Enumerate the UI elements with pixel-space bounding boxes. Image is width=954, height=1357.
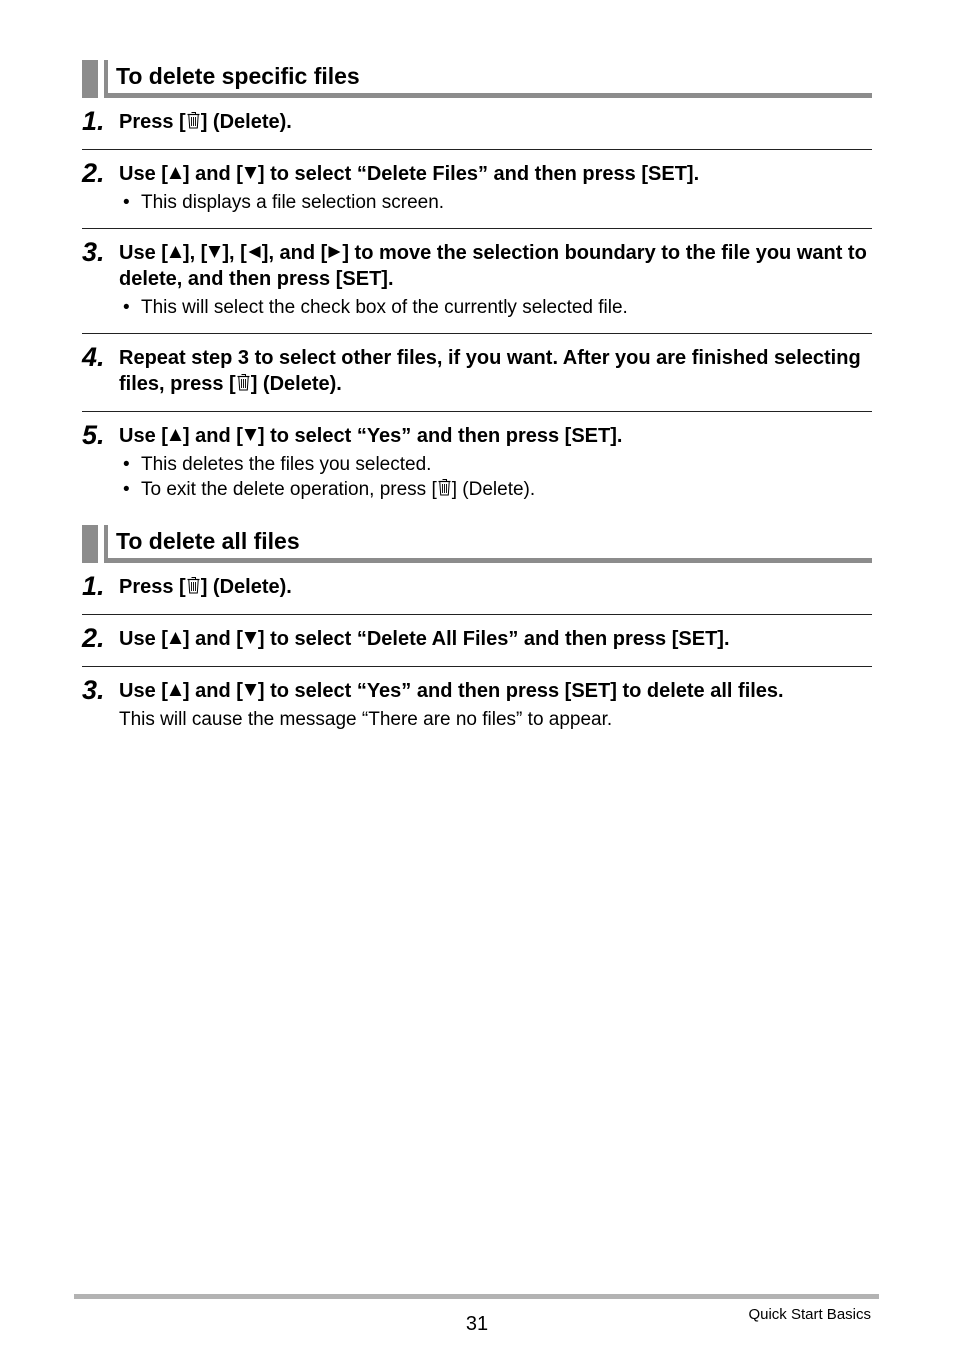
text-run: To exit the delete operation, press [ — [141, 479, 437, 500]
text-run: Press [ — [119, 111, 186, 133]
text-run: Use [ — [119, 680, 168, 702]
step-notes — [119, 295, 872, 333]
text-run: ] to move the selection boundary to the file you want to delete, and then press [SET]. — [119, 242, 867, 290]
bullet-icon: • — [123, 479, 130, 500]
section-delete-specific-files — [82, 60, 872, 515]
step-note-item — [119, 452, 872, 477]
step-number: 2. — [82, 623, 105, 653]
text-run: ] to select “Yes” and then press [SET] to delete all files. — [257, 680, 784, 702]
triangle-down-icon — [243, 166, 258, 180]
step-note-item — [119, 190, 872, 215]
trash-icon — [186, 575, 201, 595]
text-run: Use [ — [119, 163, 168, 185]
text-run: ], [ — [222, 242, 247, 264]
text-run: This deletes the files you selected. — [141, 454, 432, 475]
step-note-item — [119, 477, 872, 502]
triangle-up-icon — [168, 428, 183, 442]
step-number: 3. — [82, 675, 105, 705]
heading-bar — [82, 60, 98, 98]
footer-rule — [74, 1294, 879, 1299]
step-number: 2. — [82, 158, 105, 188]
triangle-down-icon — [243, 683, 258, 697]
section-title: To delete all files — [116, 528, 300, 554]
text-run: Use [ — [119, 242, 168, 264]
heading-bar — [82, 525, 98, 563]
bullet-icon: • — [123, 192, 130, 213]
text-run: This will select the check box of the currently selected file. — [141, 297, 628, 318]
text-run: ] and [ — [182, 163, 243, 185]
step-instruction — [119, 615, 872, 666]
triangle-down-icon — [243, 631, 258, 645]
step-number: 4. — [82, 342, 105, 372]
trash-icon — [186, 110, 201, 130]
step-3 — [82, 229, 872, 334]
triangle-down-icon — [243, 428, 258, 442]
trash-icon — [437, 477, 452, 497]
step-2 — [82, 615, 872, 667]
text-run: ] (Delete). — [200, 111, 292, 133]
step-2 — [82, 150, 872, 229]
text-run: Use [ — [119, 425, 168, 447]
text-run: ] (Delete). — [451, 479, 536, 500]
step-list — [82, 563, 872, 744]
step-3 — [82, 667, 872, 744]
text-run: ] to select “Yes” and then press [SET]. — [257, 425, 623, 447]
triangle-right-icon — [327, 245, 342, 259]
footer-label: Quick Start Basics — [748, 1306, 871, 1323]
text-run: ] and [ — [182, 680, 243, 702]
text-run: This displays a file selection screen. — [141, 192, 445, 213]
step-notes — [119, 190, 872, 228]
text-run: Repeat step 3 to select other files, if you want. After you are finished selecting files, press [ — [119, 347, 861, 395]
section-heading — [82, 60, 872, 98]
text-run: ], [ — [182, 242, 208, 264]
section-heading — [82, 525, 872, 563]
step-instruction — [119, 563, 872, 614]
step-instruction — [119, 98, 872, 149]
step-number: 1. — [82, 571, 105, 601]
section-title: To delete specific files — [116, 63, 360, 89]
text-run: ] (Delete). — [200, 576, 292, 598]
text-run: ] and [ — [182, 628, 243, 650]
step-4 — [82, 334, 872, 412]
bullet-icon: • — [123, 297, 130, 318]
step-result-note: This will cause the message “There are no files” to appear. — [119, 709, 613, 730]
triangle-left-icon — [247, 245, 262, 259]
triangle-up-icon — [168, 166, 183, 180]
text-run: ] to select “Delete Files” and then press [SET]. — [257, 163, 700, 185]
step-1 — [82, 563, 872, 615]
page-number: 31 — [465, 1313, 489, 1335]
text-run: ], and [ — [261, 242, 328, 264]
step-1 — [82, 98, 872, 150]
triangle-up-icon — [168, 245, 183, 259]
bullet-icon: • — [123, 454, 130, 475]
step-5 — [82, 412, 872, 515]
step-list — [82, 98, 872, 515]
triangle-down-icon — [207, 245, 222, 259]
step-note-item — [119, 295, 872, 320]
triangle-up-icon — [168, 631, 183, 645]
triangle-up-icon — [168, 683, 183, 697]
text-run: Press [ — [119, 576, 186, 598]
text-run: ] to select “Delete All Files” and then press [SET]. — [257, 628, 730, 650]
step-number: 1. — [82, 106, 105, 136]
step-number: 5. — [82, 420, 105, 450]
text-run: ] (Delete). — [250, 373, 342, 395]
step-instruction — [119, 334, 872, 411]
step-number: 3. — [82, 237, 105, 267]
trash-icon — [236, 372, 251, 392]
step-notes — [119, 452, 872, 515]
text-run: Use [ — [119, 628, 168, 650]
section-delete-all-files — [82, 525, 872, 744]
text-run: ] and [ — [182, 425, 243, 447]
